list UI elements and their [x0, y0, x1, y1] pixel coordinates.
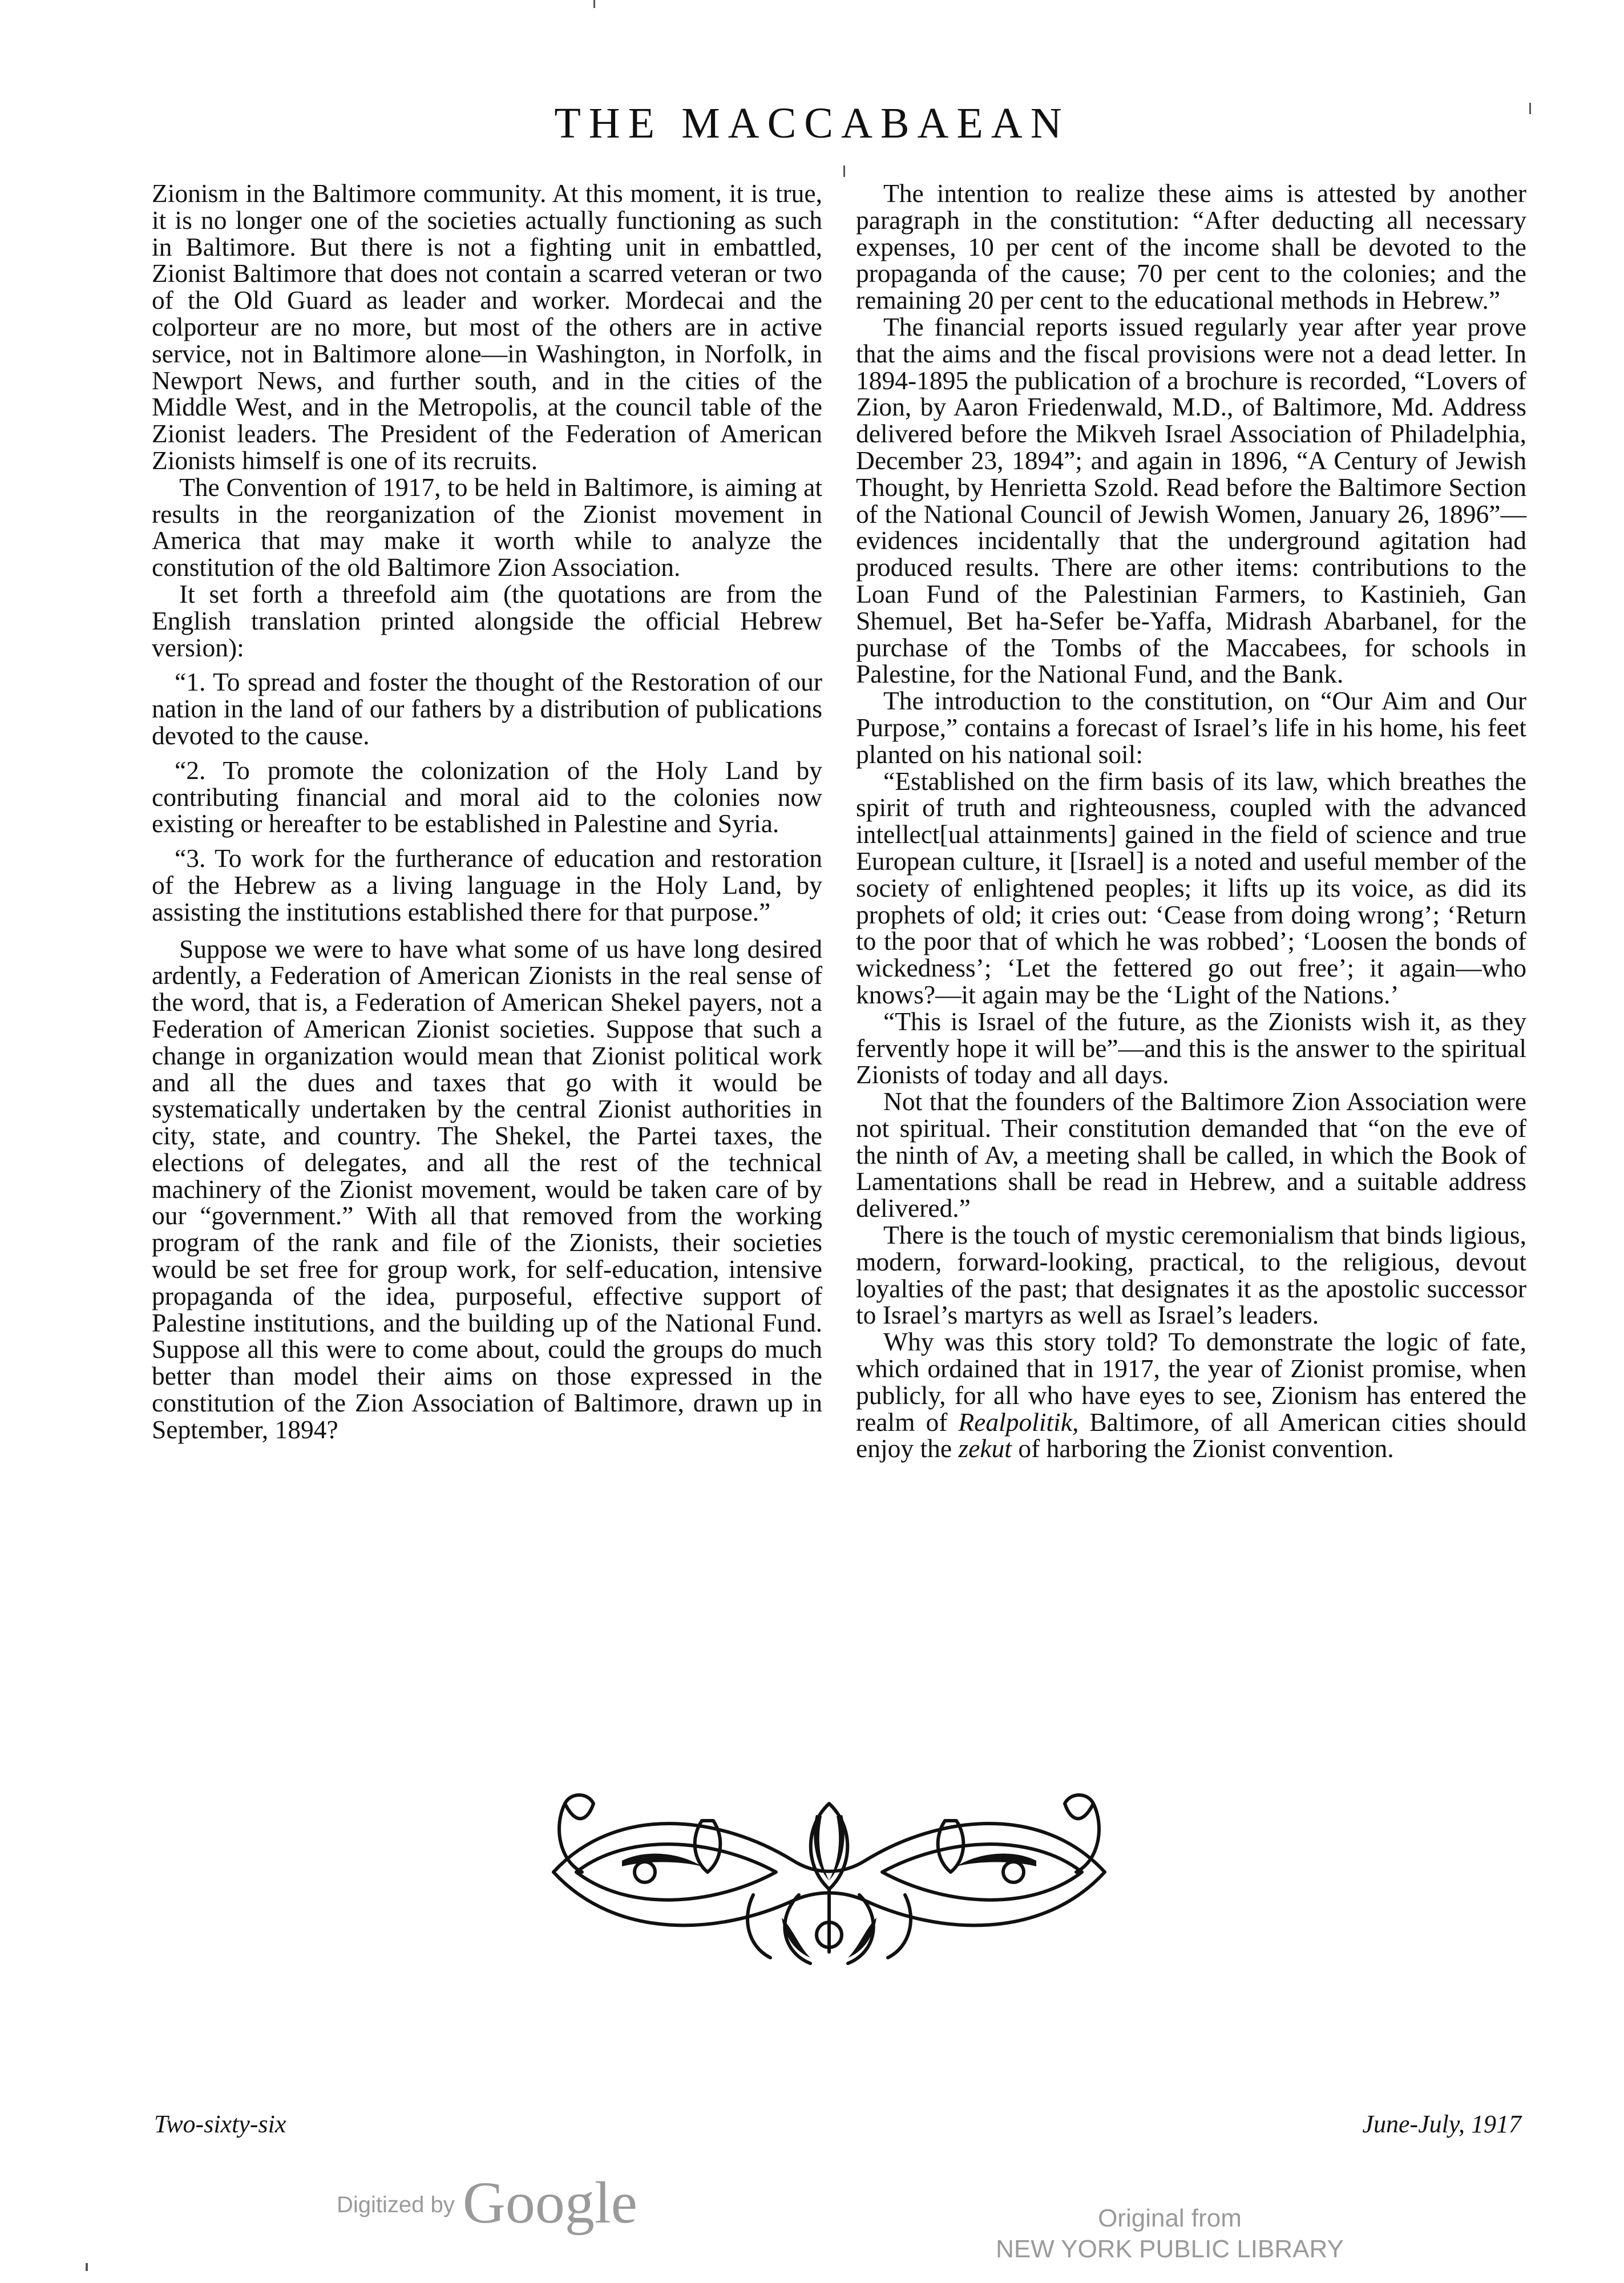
paragraph: “This is Israel of the future, as the Zionists wish it, as they fervently hope it will be”—and this is the answer to the spiritual Zionists of today and all days. [856, 1006, 1526, 1090]
paragraph: Not that the founders of the Baltimore Zion Association were not spiritual. Their constitution demanded that “on the eve of the ninth of Av, a meeting shall be called, in which the Book of Lamentations shall be read in Hebrew, and a suitable address delivered.” [856, 1087, 1526, 1223]
text-run: Why was this story told? To demonstrate the logic of fate, which ordained that in 1917, the year of Zionist promise, when publicly, for all who have eyes to see, Zionism has entered the realm of [856, 1327, 1526, 1437]
italic-term: Realpolitik, [958, 1407, 1079, 1437]
paragraph: “Established on the firm basis of its law, which breathes the spirit of truth and righteousness, coupled with the advanced intellect[ual attainments] gained in the field of science and true European culture, it [Israel] is a noted and useful member of the society of enlightened peoples; it lifts up its voice, as did its prophets of old; it cries out: ‘Cease from doing wrong’; ‘Return to the poor that of which he was robbed’; ‘Loosen the bonds of wickedness’; ‘Let the fettered go out free’; it again—who knows?—it again may be the ‘Light of the Nations.’ [856, 766, 1526, 1009]
floral-tulip-tailpiece-icon [531, 1781, 1128, 1969]
paragraph: The introduction to the constitution, on “Our Aim and Our Purpose,” contains a forecast of Israel’s life in his home, his feet planted on his national soil: [856, 686, 1526, 769]
page-label: Two-sixty-six [154, 2110, 286, 2138]
issue-date: June-July, 1917 [1362, 2110, 1521, 2138]
paragraph: The intention to realize these aims is attested by another paragraph in the constitution: “After deducting all necessary expenses, 10 per cent of the income shall be devoted to the propaganda of the cause; 70 per cent to the colonies; and the remaining 20 per cent to the educational methods in Hebrew.” [856, 179, 1526, 315]
masthead: THE MACCABAEAN [554, 99, 1070, 147]
paragraph: It set forth a threefold aim (the quotations are from the English translation printed alongside the official Hebrew version): [152, 579, 822, 662]
scan-mark [843, 166, 845, 177]
text-run: of harboring the Zionist convention. [1011, 1434, 1394, 1463]
paragraph: There is the touch of mystic ceremonialism that binds ligious, modern, forward-looking, practical, to the religious, devout loyalties of the past; that designates it as the apostolic successor to Israel’s martyrs as well as Israel’s leaders. [856, 1220, 1526, 1330]
text-run: Baltimore, of all American cities should enjoy the [856, 1407, 1526, 1463]
right-column [856, 180, 1526, 1462]
scan-mark [593, 0, 595, 8]
library-name: NEW YORK PUBLIC LIBRARY [996, 2235, 1344, 2263]
paragraph: Zionism in the Baltimore community. At this moment, it is true, it is no longer one of the societies actually functioning as such in Baltimore. But there is not a fighting unit in embattled, Zionist Baltimore that does not contain a scarred veteran or two of the Old Guard as leader and worker. Mordecai and the colporteur are no more, but most of the others are in active service, not in Baltimore alone—in Washington, in Norfolk, in Newport News, and further south, and in the cities of the Middle West, and in the Metropolis, at the council table of the Zionist leaders. The President of the Federation of American Zionists himself is one of its recruits. [152, 179, 822, 475]
left-column [152, 180, 822, 1443]
quoted-aim: “1. To spread and foster the thought of the Restoration of our nation in the land of our fathers by a distribution of publications devoted to the cause. [152, 667, 822, 750]
italic-term: zekut [958, 1434, 1012, 1463]
digitized-by-watermark [337, 2169, 637, 2237]
paragraph: Suppose we were to have what some of us have long desired ardently, a Federation of American Zionists in the real sense of the word, that is, a Federation of American Shekel payers, not a Federation of American Zionist societies. Suppose that such a change in organization would mean that Zionist political work and all the dues and taxes that go with it would be systematically undertaken by the central Zionist authorities in city, state, and country. The Shekel, the Partei taxes, the elections of delegates, and all the rest of the technical machinery of the Zionist movement, would be taken care of by our “government.” With all that removed from the working program of the rank and file of the Zionists, their societies would be set free for group work, for self-education, intensive propaganda of the idea, purposeful, effective support of Palestine institutions, and the building up of the National Fund. Suppose all this were to come about, could the groups do much better than model their aims on those expressed in the constitution of the Zion Association of Baltimore, drawn up in September, 1894? [152, 934, 822, 1444]
digitized-by-label: Digitized by [337, 2192, 455, 2217]
library-watermark [970, 2203, 1370, 2265]
paragraph [856, 1329, 1526, 1462]
quoted-aim: “2. To promote the colonization of the Holy Land by contributing financial and moral aid to the colonies now existing or hereafter to be established in Palestine and Syria. [152, 755, 822, 838]
original-from-label: Original from [1098, 2204, 1242, 2232]
quoted-aim: “3. To work for the furtherance of education and restoration of the Hebrew as a living language in the Holy Land, by assisting the institutions established there for that purpose.” [152, 844, 822, 926]
scan-mark [86, 2263, 88, 2271]
google-logo: Google [462, 2170, 637, 2236]
paragraph: The Convention of 1917, to be held in Baltimore, is aiming at results in the reorganization of the Zionist movement in America that may make it worth while to analyze the constitution of the old Baltimore Zion Association. [152, 472, 822, 582]
paragraph: The financial reports issued regularly year after year prove that the aims and the fiscal provisions were not a dead letter. In 1894-1895 the publication of a brochure is recorded, “Lovers of Zion, by Aaron Friedenwald, M.D., of Baltimore, Md. Address delivered before the Mikveh Israel Association of Philadelphia, December 23, 1894”; and again in 1896, “A Century of Jewish Thought, by Henrietta Szold. Read before the Baltimore Section of the National Council of Jewish Women, January 26, 1896”—evidences incidentally that the underground agitation had produced results. There are other items: contributions to the Loan Fund of the Palestinian Farmers, to Kastinieh, Gan Shemuel, Bet ha-Sefer be-Yaffa, Midrash Abarbanel, for the purchase of the Tombs of the Maccabees, for schools in Palestine, for the National Fund, and the Bank. [856, 312, 1526, 689]
